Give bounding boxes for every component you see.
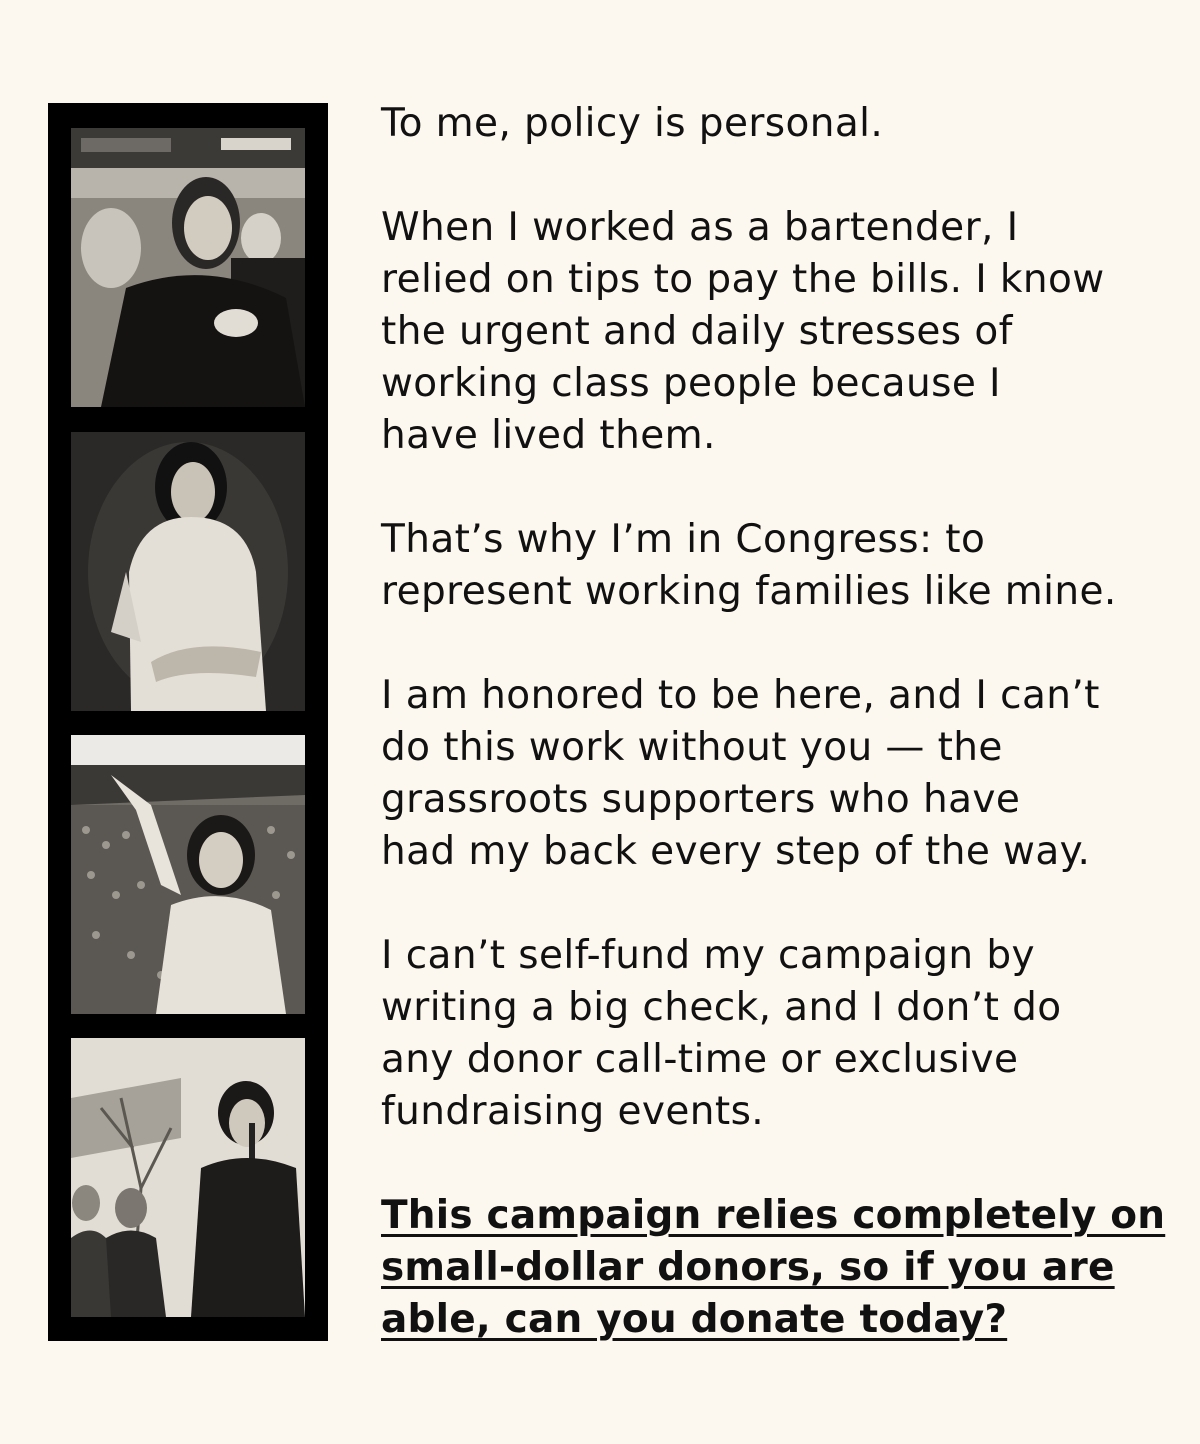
- photo-portrait: [71, 432, 305, 711]
- paragraph-congress: That’s why I’m in Congress: to represent working families like mine.: [381, 517, 1117, 614]
- paragraph-bartender: When I worked as a bartender, I relied on tips to pay the bills. I know the urgent and daily stresses of working class people because I have lived them.: [381, 205, 1105, 458]
- donate-link[interactable]: This campaign relies completely on small-dollar donors, so if you are able, can you donate today?: [381, 1193, 1166, 1342]
- paragraph-self-fund: I can’t self-fund my campaign by writing a big check, and I don’t do any donor call-time or exclusive fundraising events.: [381, 933, 1062, 1134]
- photo-speaking-microphone: [71, 1038, 305, 1317]
- letter-body: [381, 98, 1171, 1346]
- photo-rally-wave: [71, 735, 305, 1014]
- paragraph-intro: To me, policy is personal.: [381, 101, 884, 146]
- photo-crowd-smiling: [71, 128, 305, 407]
- paragraph-honored: I am honored to be here, and I can’t do this work without you — the grassroots supporters who have had my back every step of the way.: [381, 673, 1100, 874]
- photo-strip: [48, 103, 328, 1341]
